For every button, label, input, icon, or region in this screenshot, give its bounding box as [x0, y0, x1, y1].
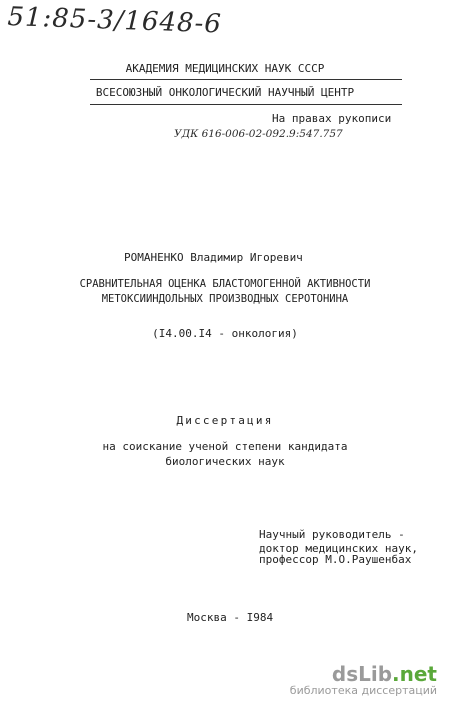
supervisor-line-1: Научный руководитель - — [259, 528, 405, 541]
manuscript-note: На правах рукописи — [272, 112, 392, 125]
place-year: Москва - I984 — [187, 611, 274, 624]
supervisor-line-2: доктор медицинских наук, — [259, 542, 418, 555]
logo-site-tld: .net — [392, 662, 437, 686]
doc-type: Диссертация — [176, 414, 274, 427]
udc-code: УДК 616-006-02-092.9:547.757 — [174, 128, 343, 140]
degree-line-2: биологических наук — [165, 455, 285, 468]
academy-header: АКАДЕМИЯ МЕДИЦИНСКИХ НАУК СССР — [125, 62, 325, 75]
specialty-code: (I4.00.I4 - онкология) — [152, 327, 298, 340]
dslib-watermark[interactable] — [290, 662, 437, 697]
dslib-logo — [290, 662, 437, 686]
center-header: ВСЕСОЮЗНЫЙ ОНКОЛОГИЧЕСКИЙ НАУЧНЫЙ ЦЕНТР — [95, 86, 355, 99]
logo-tagline: библиотека диссертаций — [289, 684, 437, 697]
title-line-2: МЕТОКСИИНДОЛЬНЫХ ПРОИЗВОДНЫХ СЕРОТОНИНА — [101, 293, 349, 305]
archive-number: 51:85-3/1648-6 — [6, 2, 223, 40]
header-rule-1 — [90, 79, 402, 80]
header-rule-2 — [90, 104, 402, 105]
supervisor-line-3: профессор М.О.Раушенбах — [259, 553, 412, 566]
degree-line-1: на соискание ученой степени кандидата — [102, 440, 348, 453]
author-name: РОМАНЕНКО Владимир Игоревич — [124, 251, 303, 264]
logo-site-name: dsLib — [331, 662, 393, 686]
title-line-1: СРАВНИТЕЛЬНАЯ ОЦЕНКА БЛАСТОМОГЕННОЙ АКТИВНОСТИ — [79, 278, 371, 290]
